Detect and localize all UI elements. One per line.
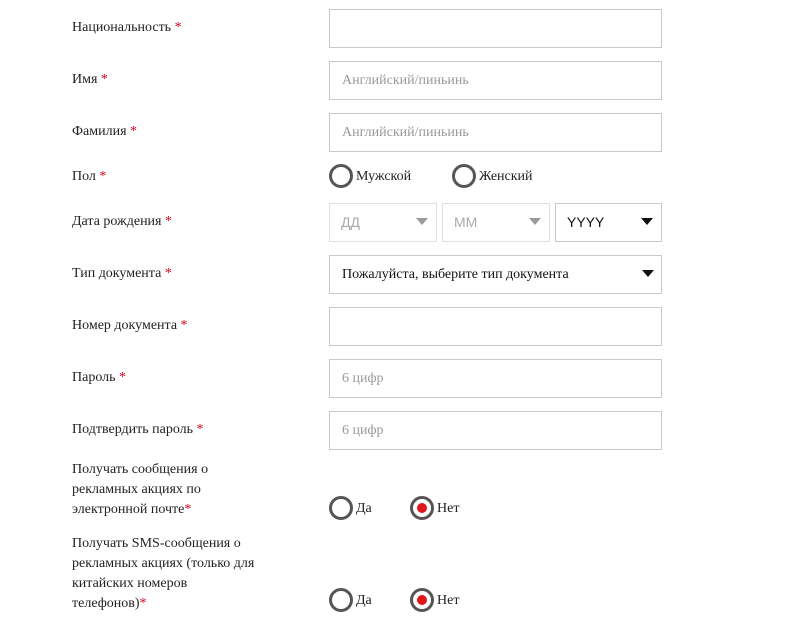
gender-female-label[interactable]: Женский [479, 169, 533, 184]
email-promo-yes-radio[interactable] [329, 496, 353, 520]
nationality-label: Национальность * [72, 20, 182, 35]
sms-promo-label: Получать SMS-сообщения о рекламных акциях (только для китайских номеров телефонов)* [72, 536, 255, 611]
chevron-down-icon [641, 218, 653, 225]
first-name-label: Имя * [72, 72, 108, 87]
required-marker: * [165, 214, 172, 229]
birth-date-label: Дата рождения * [72, 214, 172, 229]
sms-promo-yes-label[interactable]: Да [356, 593, 372, 608]
chevron-down-icon [642, 270, 654, 277]
required-marker: * [184, 502, 192, 517]
password-input[interactable]: 6 цифр [329, 359, 662, 398]
birth-year-select[interactable] [555, 203, 662, 242]
first-name-input[interactable]: Английский/пиньинь [329, 61, 662, 100]
birth-year-value: YYYY [567, 214, 605, 230]
required-marker: * [174, 20, 182, 35]
required-marker: * [119, 370, 127, 385]
last-name-label: Фамилия * [72, 124, 138, 139]
last-name-input[interactable]: Английский/пиньинь [329, 113, 662, 152]
doc-type-label: Тип документа * [72, 266, 172, 281]
chevron-down-icon [416, 218, 428, 225]
doc-number-label: Номер документа * [72, 318, 188, 333]
gender-female-radio[interactable] [452, 164, 476, 188]
doc-number-input[interactable] [329, 307, 662, 346]
email-promo-no-radio[interactable] [410, 496, 434, 520]
radio-selected-dot [417, 503, 427, 513]
birth-day-value: ДД [341, 214, 360, 230]
email-promo-no-label[interactable]: Нет [437, 501, 460, 516]
gender-male-label[interactable]: Мужской [356, 169, 412, 184]
required-marker: * [139, 596, 147, 611]
radio-selected-dot [417, 595, 427, 605]
chevron-down-icon [529, 218, 541, 225]
required-marker: * [100, 72, 108, 87]
nationality-field[interactable] [329, 9, 662, 48]
sms-promo-yes-radio[interactable] [329, 588, 353, 612]
required-marker: * [196, 422, 204, 437]
email-promo-label: Получать сообщения о рекламных акциях по электронной почте* [72, 462, 209, 517]
sms-promo-no-label[interactable]: Нет [437, 593, 460, 608]
birth-month-select[interactable] [442, 203, 550, 242]
confirm-password-label: Подтвердить пароль * [72, 422, 204, 437]
password-label: Пароль * [72, 370, 127, 385]
required-marker: * [180, 318, 188, 333]
gender-label: Пол * [72, 169, 107, 184]
required-marker: * [164, 266, 172, 281]
doc-type-select[interactable] [329, 255, 662, 294]
doc-type-value: Пожалуйста, выберите тип документа [342, 267, 569, 282]
confirm-password-input[interactable]: 6 цифр [329, 411, 662, 450]
gender-male-radio[interactable] [329, 164, 353, 188]
required-marker: * [130, 124, 138, 139]
email-promo-yes-label[interactable]: Да [356, 501, 372, 516]
birth-month-value: ММ [454, 214, 478, 230]
required-marker: * [99, 169, 107, 184]
sms-promo-no-radio[interactable] [410, 588, 434, 612]
birth-day-select[interactable] [329, 203, 437, 242]
